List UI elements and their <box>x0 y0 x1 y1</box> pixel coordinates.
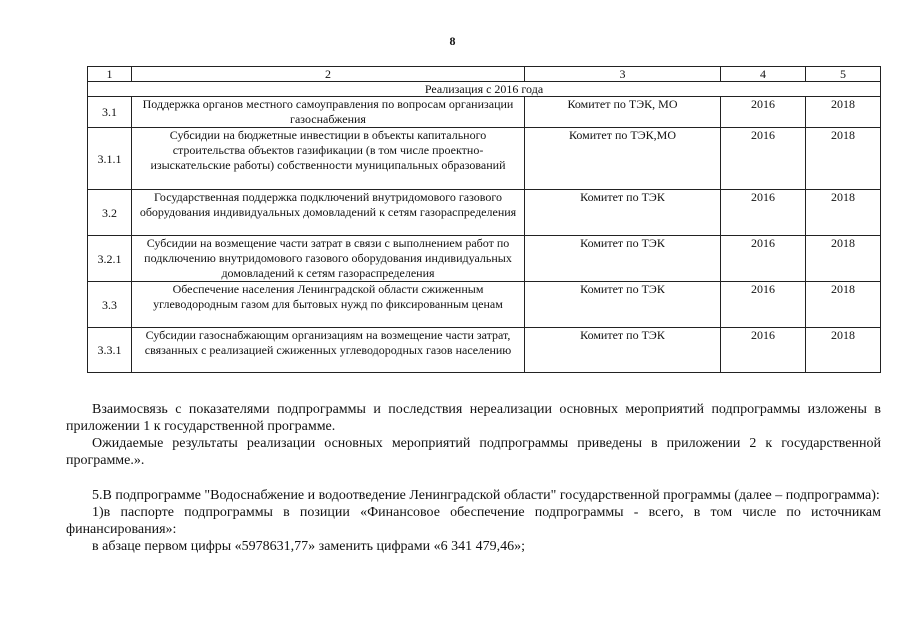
subitem-1-number: 1) <box>92 505 104 520</box>
paragraph-linkage: Взаимосвязь с показателями подпрограммы и последствия нереализации основных мероприятий подпрограммы изложены в приложении 1 к государственной программе. <box>66 402 881 434</box>
row-end-year: 2018 <box>806 236 881 282</box>
table-row <box>88 282 881 328</box>
row-end-year: 2018 <box>806 190 881 236</box>
section-title: Реализация с 2016 года <box>88 82 881 97</box>
subitem-1 <box>66 504 881 538</box>
header-cell: 5 <box>806 67 881 82</box>
table-row <box>88 328 881 373</box>
row-start-year: 2016 <box>721 282 806 328</box>
row-end-year: 2018 <box>806 97 881 128</box>
item-5-text: В подпрограмме "Водоснабжение и водоотведение Ленинградской области" государственной программы (далее – подпрограмма): <box>102 488 880 503</box>
row-end-year: 2018 <box>806 328 881 373</box>
header-cell: 2 <box>132 67 525 82</box>
table-row <box>88 128 881 190</box>
row-responsible: Комитет по ТЭК,МО <box>525 128 721 190</box>
paragraph-amount-change: в абзаце первом цифры «5978631,77» заменить цифрами «6 341 479,46»; <box>92 539 525 554</box>
row-responsible: Комитет по ТЭК <box>525 282 721 328</box>
row-number: 3.3 <box>88 282 132 328</box>
row-responsible: Комитет по ТЭК, МО <box>525 97 721 128</box>
measures-table <box>87 66 881 373</box>
row-responsible: Комитет по ТЭК <box>525 236 721 282</box>
row-start-year: 2016 <box>721 328 806 373</box>
paragraph-expected-results: Ожидаемые результаты реализации основных мероприятий подпрограммы приведены в приложении 2 к государственной программе.». <box>66 436 881 468</box>
row-number: 3.2.1 <box>88 236 132 282</box>
table-row <box>88 190 881 236</box>
header-cell: 1 <box>88 67 132 82</box>
header-cell: 4 <box>721 67 806 82</box>
row-description: Поддержка органов местного самоуправления по вопросам организации газоснабжения <box>132 97 525 128</box>
item-5 <box>66 487 881 504</box>
row-number: 3.1 <box>88 97 132 128</box>
table-header-row <box>88 67 881 82</box>
row-number: 3.1.1 <box>88 128 132 190</box>
page-number: 8 <box>449 34 456 48</box>
row-number: 3.2 <box>88 190 132 236</box>
row-description: Обеспечение населения Ленинградской области сжиженным углеводородным газом для бытовых нужд по фиксированным ценам <box>132 282 525 328</box>
header-cell: 3 <box>525 67 721 82</box>
table-row <box>88 97 881 128</box>
row-description: Субсидии на возмещение части затрат в связи с выполнением работ по подключению внутридомового газового оборудования индивидуальных домовладений к сетям газораспределения <box>132 236 525 282</box>
row-end-year: 2018 <box>806 128 881 190</box>
row-description: Субсидии на бюджетные инвестиции в объекты капитального строительства объектов газификации (в том числе проектно-изыскательские работы) собственности муниципальных образований <box>132 128 525 190</box>
row-end-year: 2018 <box>806 282 881 328</box>
item-5-number: 5. <box>92 488 103 503</box>
row-number: 3.3.1 <box>88 328 132 373</box>
row-responsible: Комитет по ТЭК <box>525 328 721 373</box>
table-row <box>88 236 881 282</box>
subitem-1-text: в паспорте подпрограммы в позиции «Финансовое обеспечение подпрограммы - всего, в том числе по источникам финансирования»: <box>66 505 881 537</box>
row-start-year: 2016 <box>721 97 806 128</box>
row-responsible: Комитет по ТЭК <box>525 190 721 236</box>
row-description: Субсидии газоснабжающим организациям на возмещение части затрат, связанных с реализацией сжиженных углеводородных газов населению <box>132 328 525 373</box>
row-start-year: 2016 <box>721 236 806 282</box>
body-text <box>66 401 881 469</box>
row-start-year: 2016 <box>721 128 806 190</box>
amendment-block <box>66 487 881 555</box>
row-description: Государственная поддержка подключений внутридомового газового оборудования индивидуальных домовладений к сетям газораспределения <box>132 190 525 236</box>
section-row <box>88 82 881 97</box>
row-start-year: 2016 <box>721 190 806 236</box>
